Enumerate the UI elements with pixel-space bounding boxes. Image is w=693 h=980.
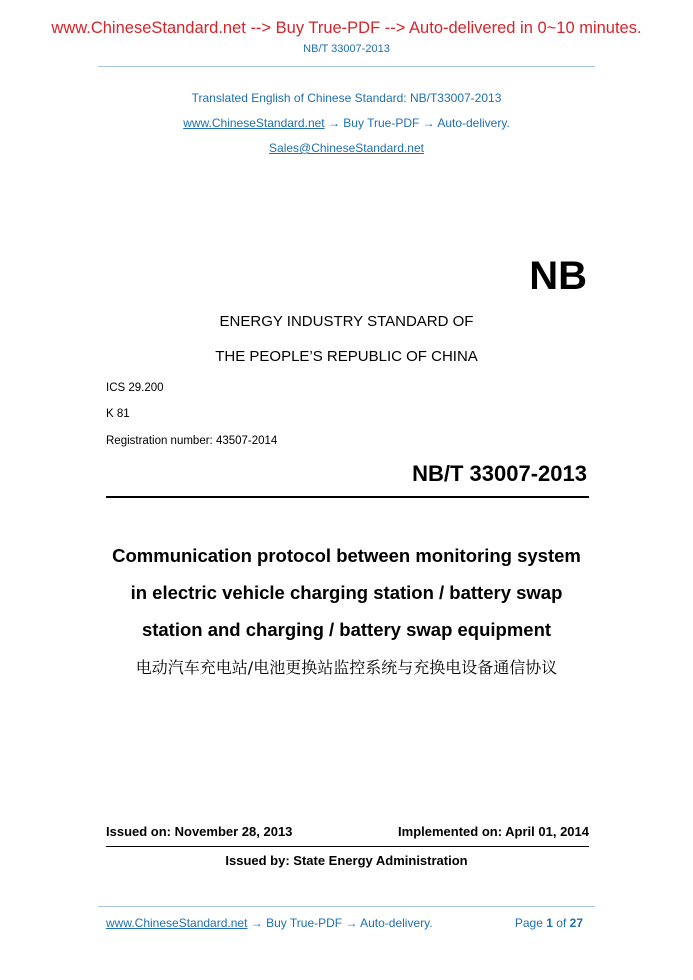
site-link[interactable]: www.ChineseStandard.net <box>183 116 325 130</box>
page-label: Page <box>514 916 543 930</box>
title-line-3: station and charging / battery swap equipment <box>141 619 552 640</box>
title-chinese: 电动汽车充电站/电池更换站监控系统与充换电设备通信协议 <box>135 658 558 677</box>
promo-line-text: → Buy True-PDF → Auto-delivery. <box>324 116 510 130</box>
standard-mark: NB <box>529 254 587 298</box>
standard-number: NB/T 33007-2013 <box>412 461 587 486</box>
implemented-on: Implemented on: April 01, 2014 <box>398 824 589 839</box>
header-standard-code: NB/T 33007-2013 <box>303 43 390 55</box>
org-line-2: THE PEOPLE’S REPUBLIC OF CHINA <box>215 348 478 365</box>
footer-promo <box>106 916 433 930</box>
k-code: K 81 <box>106 408 130 420</box>
footer-divider <box>98 906 595 907</box>
dates-divider <box>106 846 589 847</box>
promo-banner[interactable]: www.ChineseStandard.net --> Buy True-PDF --> Auto-delivered in 0~10 minutes. <box>51 19 642 37</box>
translation-note: Translated English of Chinese Standard: NB/T33007-2013 <box>191 91 502 105</box>
page-total: 27 <box>569 916 583 930</box>
registration-number: Registration number: 43507-2014 <box>106 435 278 447</box>
org-line-1: ENERGY INDUSTRY STANDARD OF <box>219 313 474 330</box>
footer-promo-text: → Buy True-PDF → Auto-delivery. <box>247 916 433 930</box>
footer-site-link[interactable]: www.ChineseStandard.net <box>106 916 248 930</box>
title-line-2: in electric vehicle charging station / battery swap <box>130 582 563 603</box>
title-divider <box>106 496 589 498</box>
title-line-1: Communication protocol between monitoring system <box>112 545 581 566</box>
promo-line <box>0 116 693 130</box>
issued-on: Issued on: November 28, 2013 <box>106 824 293 839</box>
issued-by: Issued by: State Energy Administration <box>225 853 468 868</box>
page-of: of <box>556 916 567 930</box>
sales-email-link[interactable]: Sales@ChineseStandard.net <box>269 141 424 155</box>
page-current: 1 <box>546 916 553 930</box>
page-indicator <box>515 916 583 930</box>
ics-code: ICS 29.200 <box>106 382 164 394</box>
header-divider <box>98 66 595 67</box>
email-line <box>0 141 693 155</box>
